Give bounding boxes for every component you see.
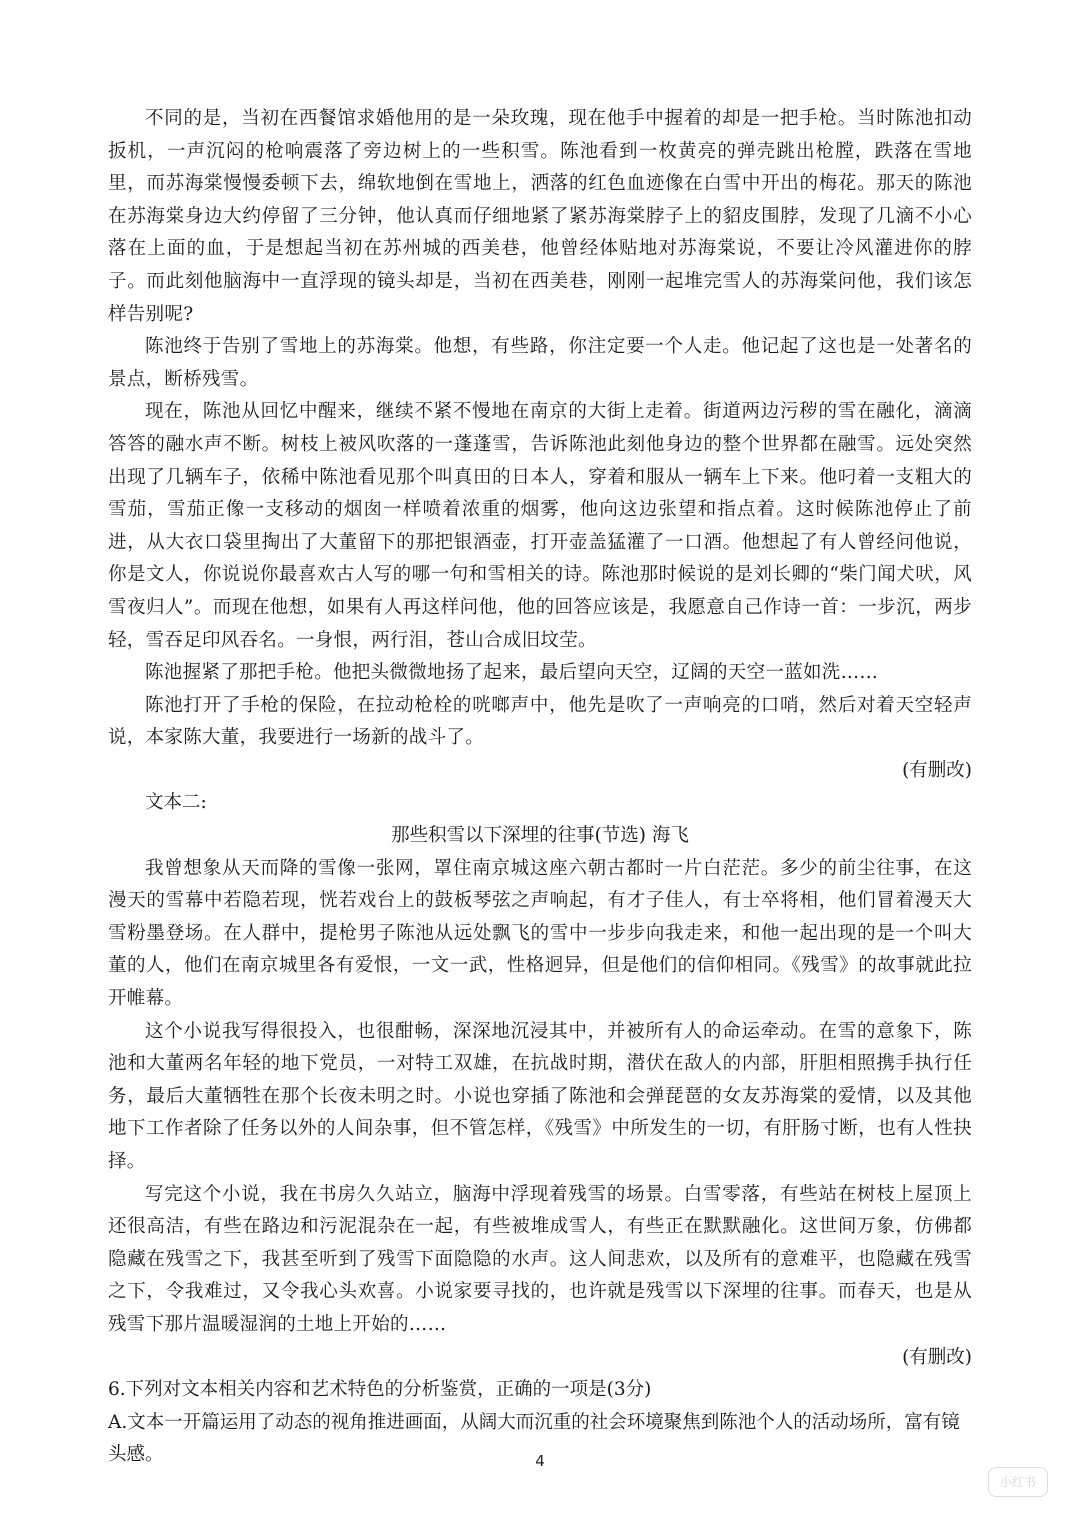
text2-label: 文本二: bbox=[145, 792, 207, 814]
text2-title: 那些积雪以下深埋的往事(节选) 海飞 bbox=[391, 825, 689, 847]
paragraph: 不同的是，当初在西餐馆求婚他用的是一朵玫瑰，现在他手中握着的却是一把手枪。当时陈池扣动扳机，一声沉闷的枪响震落了旁边树上的一些积雪。陈池看到一枚黄亮的弹壳跳出枪膛，跌落在雪地里，而苏海棠慢慢委顿下去，绵软地倒在雪地上，洒落的红色血迹像在白雪中开出的梅花。那天的陈池在苏海棠身边大约停留了三分钟，他认真而仔细地紧了紧苏海棠脖子上的貂皮围脖，发现了几滴不小心落在上面的血，于是想起当初在苏州城的西美巷，他曾经体贴地对苏海棠说，不要让冷风灌进你的脖子。而此刻他脑海中一直浮现的镜头却是，当初在西美巷，刚刚一起堆完雪人的苏海棠问他，我们该怎样告别呢? bbox=[108, 108, 972, 325]
paragraph: 陈池打开了手枪的保险，在拉动枪栓的咣啷声中，他先是吹了一声响亮的口哨，然后对着天空轻声说，本家陈大董，我要进行一场新的战斗了。 bbox=[108, 694, 972, 749]
paragraph: 陈池终于告别了雪地上的苏海棠。他想，有些路，你注定要一个人走。他记起了这也是一处著名的景点，断桥残雪。 bbox=[108, 336, 972, 390]
exam-page bbox=[108, 103, 972, 1472]
paragraph: 这个小说我写得很投入，也很酣畅，深深地沉浸其中，并被所有人的命运牵动。在雪的意象下，陈池和大董两名年轻的地下党员，一对特工双雄，在抗战时期，潜伏在敌人的内部，肝胆相照携手执行任务，最后大董牺牲在那个长夜未明之时。小说也穿插了陈池和会弹琵琶的女友苏海棠的爱情，以及其他地下工作者除了任务以外的人间杂事，但不管怎样，《残雪》中所发生的一切，有肝肠寸断，也有人性抉择。 bbox=[108, 1020, 972, 1172]
paragraph: 陈池握紧了那把手枪。他把头微微地扬了起来，最后望向天空，辽阔的天空一蓝如洗…… bbox=[145, 662, 879, 684]
page-number: 4 bbox=[535, 1452, 545, 1470]
paragraph: 现在，陈池从回忆中醒来，继续不紧不慢地在南京的大街上走着。街道两边污秽的雪在融化，滴滴答答的融水声不断。树枝上被风吹落的一蓬蓬雪，告诉陈池此刻他身边的整个世界都在融雪。远处突然出现了几辆车子，依稀中陈池看见那个叫真田的日本人，穿着和服从一辆车上下来。他叼着一支粗大的雪茄，雪茄正像一支移动的烟囱一样喷着浓重的烟雾，他向这边张望和指点着。这时候陈池停止了前进，从大衣口袋里掏出了大董留下的那把银酒壶，打开壶盖猛灌了一口酒。他想起了有人曾经问他说，你是文人，你说说你最喜欢古人写的哪一句和雪相关的诗。陈池那时候说的是刘长卿的“柴门闻犬吠，风雪夜归人”。而现在他想，如果有人再这样问他，他的回答应该是，我愿意自己作诗一首：一步沉，两步轻，雪吞足印风吞名。一身恨，两行泪，苍山合成旧坟茔。 bbox=[108, 401, 972, 651]
watermark-logo: 小红书 bbox=[988, 1467, 1048, 1497]
paragraph: 写完这个小说，我在书房久久站立，脑海中浮现着残雪的场景。白雪零落，有些站在树枝上屋顶上还很高洁，有些在路边和污泥混杂在一起，有些被堆成雪人，有些正在默默融化。这世间万象，仿佛都隐藏在残雪之下，我甚至听到了残雪下面隐隐的水声。这人间悲欢，以及所有的意难平，也隐藏在残雪之下，令我难过，又令我心头欢喜。小说家要寻找的，也许就是残雪以下深埋的往事。而春天，也是从残雪下那片温暖湿润的土地上开始的…… bbox=[108, 1183, 972, 1335]
paragraph: 我曾想象从天而降的雪像一张网，罩住南京城这座六朝古都时一片白茫茫。多少的前尘往事，在这漫天的雪幕中若隐若现，恍若戏台上的鼓板琴弦之声响起，有才子佳人，有士卒将相，他们冒着漫天大雪粉墨登场。在人群中，提枪男子陈池从远处飘飞的雪中一步步向我走来，和他一起出现的是一个叫大董的人，他们在南京城里各有爱恨，一文一武，性格迥异，但是他们的信仰相同。《残雪》的故事就此拉开帷幕。 bbox=[108, 857, 972, 1010]
option-a: A.文本一开篇运用了动态的视角推进画面，从阔大而沉重的社会环境聚焦到陈池个人的活动场所，富有镜头感。 bbox=[108, 1411, 960, 1466]
edit-note: (有删改) bbox=[902, 1346, 972, 1368]
edit-note: (有删改) bbox=[902, 759, 972, 781]
question-6: 6.下列对文本相关内容和艺术特色的分析鉴赏，正确的一项是(3分) bbox=[108, 1379, 652, 1401]
